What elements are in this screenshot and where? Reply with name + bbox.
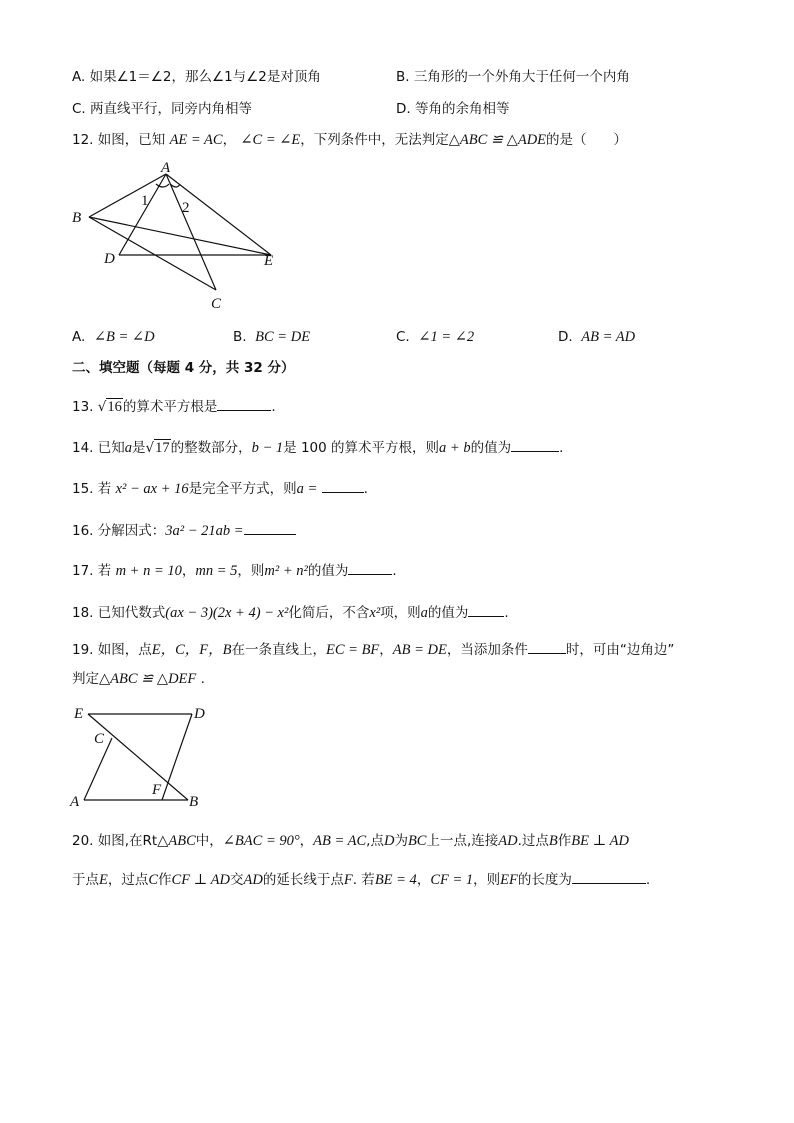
q16 — [72, 521, 296, 540]
q12-label-1: 1 — [141, 193, 149, 209]
q14-radicand: 17 — [155, 440, 170, 456]
q13-text: 的算术平方根是 — [122, 399, 218, 415]
q12-label-a: A — [161, 160, 171, 176]
q14-mid1: 的整数部分， — [170, 440, 252, 456]
q18 — [72, 603, 509, 622]
q19-line1a: 19. 如图，点 — [72, 642, 152, 658]
q12-line-ac — [166, 174, 216, 290]
q14-a: a — [124, 440, 133, 456]
q17-sep: ， — [181, 563, 196, 579]
q12-option-c-letter: C. — [396, 329, 410, 345]
q19-tri: △ABC ≌ △DEF — [99, 671, 197, 687]
q19-line1d: 时，可由“边角边” — [565, 642, 675, 658]
q18-mid2: 项，则 — [380, 605, 421, 621]
q12-option-a — [72, 328, 155, 346]
q18-expr: (ax − 3)(2x + 4) − x² — [165, 605, 289, 621]
q16-blank[interactable] — [244, 521, 296, 535]
q17-c1: m + n = 10 — [115, 563, 182, 579]
q12-stem-text: 12. 如图，已知 — [72, 132, 166, 148]
q19-line1: 19. 如图，点E，C，F，B在一条直线上，EC = BF，AB = DE，当添加条件 时，可由“边角边” — [72, 642, 675, 658]
q17-mid: ，则 — [237, 563, 265, 579]
q20-line1f: .过点 — [517, 833, 549, 849]
q19-label-c: C — [94, 731, 105, 747]
q14-is: 是 — [132, 440, 146, 456]
q12-end: 的是（ ） — [546, 132, 628, 148]
q19-line-ac — [84, 738, 112, 800]
q19-line-df — [162, 714, 192, 800]
q19-line2 — [72, 670, 205, 688]
q20-line1d: 为 — [394, 833, 408, 849]
q18-mid: 化简后，不含 — [288, 605, 370, 621]
q20-line2g: ，则 — [473, 872, 501, 888]
q20-c1: ∠BAC = 90° — [222, 833, 300, 849]
q20-line1a: 20. 如图,在Rt — [72, 833, 158, 849]
q20-line2d: 交 — [230, 872, 244, 888]
q20-line1e: 上一点,连接 — [426, 833, 499, 849]
section-heading: 二、填空题（每题 4 分，共 32 分） — [72, 360, 295, 376]
q12-option-c-text: ∠1 = ∠2 — [418, 329, 475, 345]
q20-line2: 于点E，过点C作CF ⊥ AD交AD的延长线于点F. 若BE = 4，CF = 1，则EF的长度为 . — [72, 872, 651, 888]
q19-line1c: ，当添加条件 — [446, 642, 528, 658]
q19-c2: AB = DE — [392, 642, 447, 658]
q20-line1g: 作 — [557, 833, 572, 849]
q13-end: . — [271, 399, 276, 415]
q20-blank[interactable] — [572, 870, 646, 884]
q12-label-e: E — [264, 253, 274, 269]
q14-mid3: 的值为 — [470, 440, 512, 456]
q20-line2f: . 若 — [352, 872, 375, 888]
q19-line1b: 在一条直线上， — [231, 642, 327, 658]
q18-x2: x² — [369, 605, 381, 621]
q12-tri: △ABC ≌ △ADE — [448, 132, 547, 148]
q20-end: . — [645, 872, 651, 888]
q17-c2: mn = 5 — [195, 563, 238, 579]
q12-label-d: D — [104, 251, 115, 267]
q14-blank[interactable] — [511, 438, 559, 452]
q12-line-ab — [89, 174, 166, 217]
q16-pre: 16. 分解因式： — [72, 523, 166, 539]
q12-mid: ，下列条件中，无法判定 — [300, 132, 449, 148]
q20-line1c: ,点 — [366, 833, 384, 849]
q20-line2a: 于点 — [72, 872, 99, 888]
q14-end: . — [559, 440, 564, 456]
q15-blank[interactable] — [322, 479, 364, 493]
q20-line2b: ，过点 — [107, 872, 149, 888]
q20-d: D — [383, 833, 395, 849]
q20-c2: AB = AC — [313, 833, 367, 849]
q12-cond1: AE = AC — [169, 132, 223, 148]
q12-option-d-text: AB = AD — [581, 329, 636, 345]
q17-val: 的值为 — [307, 563, 349, 579]
q20-ef: EF — [500, 872, 518, 888]
q12-option-d-letter: D. — [558, 329, 573, 345]
q12-figure — [66, 160, 296, 315]
q12-label-b: B — [72, 210, 82, 226]
q12-stem: 12. 如图，已知 AE = AC， ∠C = ∠E，下列条件中，无法判定△ABC ≌ △ADE的是（ ） — [72, 132, 628, 148]
q17-end: . — [392, 563, 397, 579]
q15 — [72, 479, 368, 498]
q20-line1b: 中， — [195, 833, 223, 849]
q12-option-a-text: ∠B = ∠D — [93, 329, 155, 345]
q20-tri: △ABC — [157, 833, 196, 849]
q14-radical: √17 — [145, 440, 170, 456]
q19-figure — [66, 700, 226, 812]
q12-option-b-letter: B. — [233, 329, 247, 345]
q17-pre: 17. 若 — [72, 563, 112, 579]
q19-line2a: 判定 — [72, 671, 99, 687]
q12-label-2: 2 — [182, 200, 190, 216]
q19-c1: EC = BF — [326, 642, 380, 658]
q20-perp2: CF ⊥ AD — [171, 872, 231, 888]
q16-expr: 3a² − 21ab = — [165, 523, 244, 539]
q15-mid: 是完全平方式，则 — [188, 481, 297, 497]
q19-label-b: B — [189, 794, 199, 810]
q13-num: 13. — [72, 399, 94, 415]
q20-c: C — [148, 872, 159, 888]
q15-expr: x² − ax + 16 — [115, 481, 189, 497]
q14 — [72, 438, 563, 457]
q18-val: 的值为 — [427, 605, 469, 621]
q17-expr: m² + n² — [264, 563, 308, 579]
q17 — [72, 561, 397, 580]
q14-mid2: 是 100 的算术平方根，则 — [283, 440, 440, 456]
q19-points: E，C，F，B — [151, 642, 232, 658]
q18-blank[interactable] — [468, 603, 504, 617]
q12-line-bc-ext — [89, 217, 271, 255]
q18-end: . — [504, 605, 509, 621]
q12-label-c: C — [211, 296, 222, 312]
q19-label-e: E — [74, 706, 84, 722]
q17-blank[interactable] — [348, 561, 392, 575]
q11-option-b: B. 三角形的一个外角大于任何一个内角 — [396, 69, 630, 85]
q20-ad: AD — [498, 833, 518, 849]
q20-e: E — [99, 872, 108, 888]
q12-angle1-arc — [156, 184, 169, 187]
q11-option-d: D. 等角的余角相等 — [396, 101, 510, 117]
q20-line2e: 的延长线于点 — [262, 872, 344, 888]
q13 — [72, 397, 276, 416]
q15-aeq: a = — [296, 481, 318, 497]
q15-end: . — [363, 481, 368, 497]
q18-pre: 18. 已知代数式 — [72, 605, 166, 621]
q12-option-a-letter: A. — [72, 329, 86, 345]
q20-cf: CF = 1 — [430, 872, 474, 888]
q11-option-a: A. 如果∠1＝∠2，那么∠1与∠2是对顶角 — [72, 69, 321, 85]
q20-b: B — [548, 833, 558, 849]
q14-apb: a + b — [439, 440, 471, 456]
q18-a: a — [420, 605, 428, 621]
q20-line1: 20. 如图,在Rt△ABC中，∠BAC = 90°，AB = AC,点D为BC上一点,连接AD.过点B作BE ⊥ AD — [72, 833, 629, 849]
q11-option-c: C. 两直线平行，同旁内角相等 — [72, 101, 253, 117]
q12-cond2: ∠C = ∠E — [240, 132, 301, 148]
q20-bc: BC — [407, 833, 427, 849]
q19-blank[interactable] — [528, 640, 566, 654]
q13-blank[interactable] — [217, 397, 271, 411]
q12-option-d — [558, 328, 635, 346]
q20-line2h: 的长度为 — [517, 872, 572, 888]
q20-be: BE = 4 — [374, 872, 417, 888]
q19-label-a: A — [70, 794, 80, 810]
q13-radical: √16 — [97, 399, 122, 415]
q14-bm1: b − 1 — [251, 440, 284, 456]
q19-label-f: F — [152, 782, 162, 798]
q19-end: . — [200, 671, 205, 687]
q20-perp1: BE ⊥ AD — [571, 833, 629, 849]
q13-radicand: 16 — [107, 399, 122, 415]
q20-f: F — [343, 872, 353, 888]
q12-option-b — [233, 328, 310, 346]
q20-line2c: 作 — [158, 872, 172, 888]
q12-option-c — [396, 328, 474, 346]
q12-option-b-text: BC = DE — [255, 329, 311, 345]
q19-label-d: D — [194, 706, 205, 722]
q20-ad2: AD — [243, 872, 263, 888]
q14-pre: 14. 已知 — [72, 440, 125, 456]
q15-pre: 15. 若 — [72, 481, 112, 497]
